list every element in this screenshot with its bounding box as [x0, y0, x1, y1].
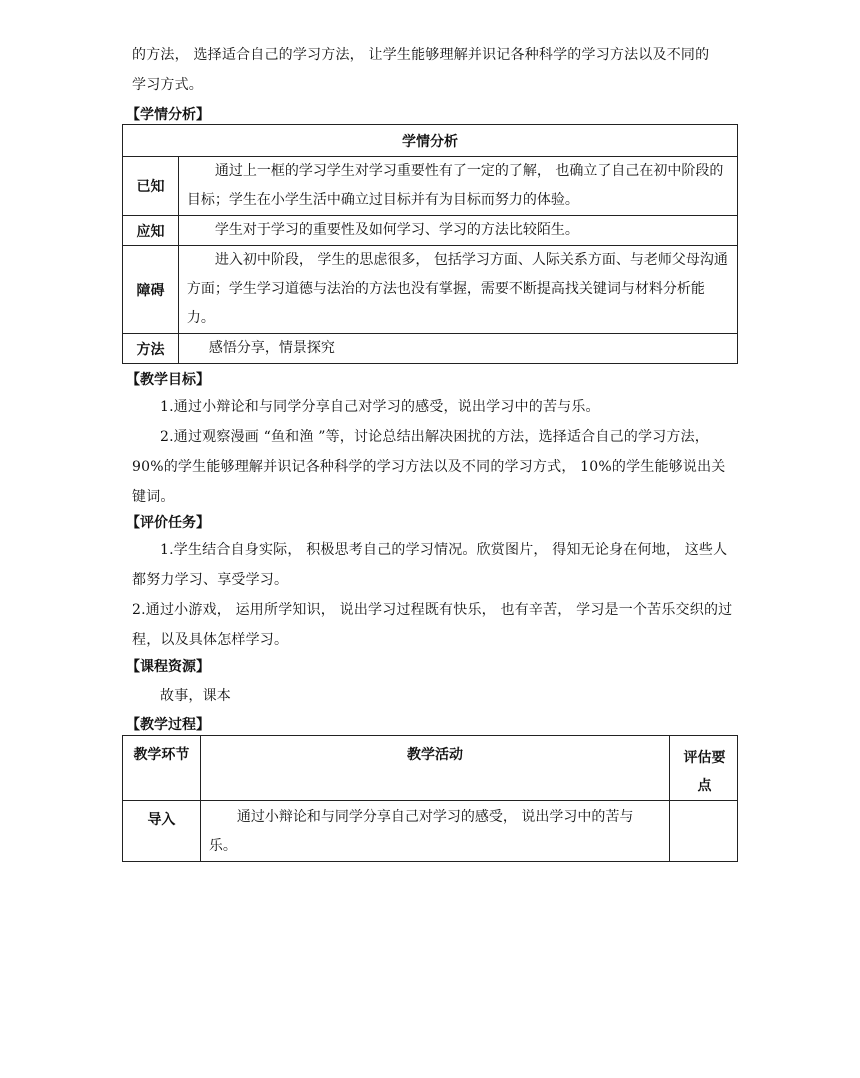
- evaluation-item-2: 2.通过小游戏， 运用所学知识， 说出学习过程既有快乐， 也有辛苦， 学习是一个苦乐交织的过程，以及具体怎样学习。: [132, 602, 733, 648]
- header-stage: 教学环节: [123, 736, 201, 801]
- evaluation-section: [132, 535, 738, 655]
- goal-item-1: 1.通过小辩论和与同学分享自己对学习的感受，说出学习中的苦与乐。: [160, 399, 600, 415]
- goals-heading: 【教学目标】: [126, 372, 210, 388]
- table-row: [123, 216, 738, 246]
- row-assessment-intro: [670, 801, 738, 862]
- row-label-obstacles: 障碍: [123, 246, 179, 334]
- goals-section: [132, 392, 738, 512]
- intro-paragraph: [132, 40, 738, 100]
- process-table: [122, 735, 738, 862]
- process-heading: 【教学过程】: [126, 717, 210, 733]
- table-row: [123, 157, 738, 216]
- process-table-header-row: [123, 736, 738, 801]
- row-activity-intro: 通过小辩论和与同学分享自己对学习的感受， 说出学习中的苦与乐。: [200, 801, 669, 862]
- table-row: [123, 246, 738, 334]
- row-text-obstacles: 进入初中阶段， 学生的思虑很多， 包括学习方面、人际关系方面、与老师父母沟通方面；学生学习道德与法治的方法也没有掌握，需要不断提高找关键词与材料分析能力。: [178, 246, 737, 334]
- goal-item-2: 2.通过观察漫画 “鱼和渔 ”等，讨论总结出解决困扰的方法，选择适合自己的学习方法，90%的学生能够理解并识记各种科学的学习方法以及不同的学习方式， 10%的学生能够说出关键词。: [132, 429, 726, 505]
- row-label-method: 方法: [123, 334, 179, 364]
- header-activity: 教学活动: [200, 736, 669, 801]
- row-text-method: 感悟分享，情景探究: [178, 334, 737, 364]
- row-text-should-know: 学生对于学习的重要性及如何学习、学习的方法比较陌生。: [178, 216, 737, 246]
- table-row: [123, 801, 738, 862]
- intro-line-2: 学习方式。: [132, 77, 203, 93]
- evaluation-item-1: 1.学生结合自身实际， 积极思考自己的学习情况。欣赏图片， 得知无论身在何地， 这些人都努力学习、享受学习。: [132, 542, 728, 588]
- header-assessment: 评估要点: [670, 736, 738, 801]
- analysis-heading: 【学情分析】: [126, 107, 210, 123]
- evaluation-heading: 【评价任务】: [126, 515, 210, 531]
- analysis-table-header-row: [123, 125, 738, 157]
- row-stage-intro: 导入: [123, 801, 201, 862]
- intro-line-1: 的方法， 选择适合自己的学习方法， 让学生能够理解并识记各种科学的学习方法以及不同的: [132, 47, 710, 63]
- table-row: [123, 334, 738, 364]
- analysis-table: [122, 124, 738, 364]
- resources-text: 故事，课本: [160, 688, 231, 704]
- row-label-known: 已知: [123, 157, 179, 216]
- resources-heading: 【课程资源】: [126, 659, 210, 675]
- row-label-should-know: 应知: [123, 216, 179, 246]
- analysis-table-title: 学情分析: [123, 125, 738, 157]
- row-text-known: 通过上一框的学习学生对学习重要性有了一定的了解， 也确立了自己在初中阶段的目标；学生在小学生活中确立过目标并有为目标而努力的体验。: [178, 157, 737, 216]
